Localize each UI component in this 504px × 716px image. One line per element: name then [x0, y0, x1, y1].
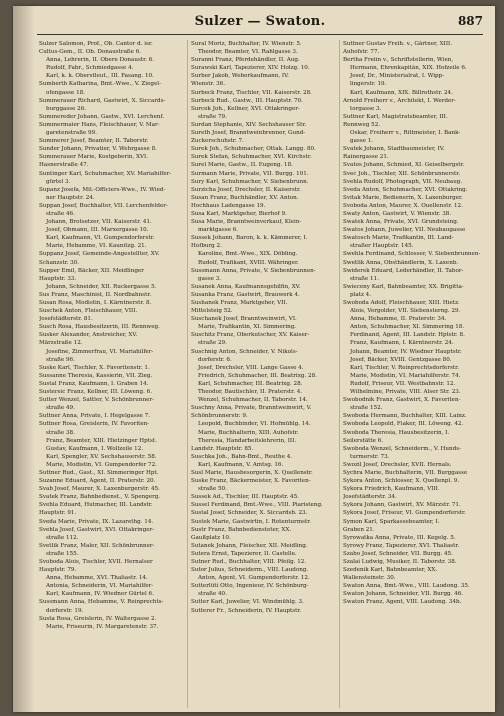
header-rule	[37, 34, 483, 35]
directory-entry: Surbeck Franz, Tischler, VII. Kaiserstr. 28.	[191, 89, 312, 96]
directory-entry: straße 11.	[350, 275, 379, 282]
directory-entry: Szedenik Karl, Bahnbeamter, XX.	[343, 567, 438, 574]
directory-entry: Suschka Joh., Bahn-Bmt., Reuthe 4.	[191, 453, 293, 460]
directory-entry: Susta Rosa, Greislerin, IV. Waltergasse 2.	[39, 615, 157, 622]
directory-entry: Swoboda Adolf, Fleischhauer, XIII. Hietz.	[343, 300, 460, 306]
directory-entry: Sychra Marie, Buchhalterin, VII. Burggasse	[343, 469, 468, 476]
directory-entry: Suttner Rud., Gast., XI. Simmeringer Hpt.	[39, 469, 159, 476]
directory-entry: Alois, Vergolder, VII. Siebensterng. 29.	[350, 308, 461, 315]
directory-entry: Syrowy Franz, Tapezierer, XVI. Thaliastr.	[343, 542, 460, 549]
directory-entry: Sustal Franz, Kaufmann, I. Graben 14.	[39, 380, 149, 387]
directory-entry: Hasnerstraße 47.	[39, 162, 89, 169]
directory-entry: Karl, Kaufmann, VI. Gumpendorferstr.	[46, 235, 155, 242]
directory-entry: Swatek Anna, Private, XVI. Grundsteing.	[343, 219, 459, 226]
directory-entry: Suranni Franz, Pferdehändler, II. Aug.	[191, 57, 300, 64]
directory-entry: Sutner Rud., Buchhalter, VIII. Pfeilg. 12.	[191, 559, 307, 565]
directory-entry: Josef, Obmann, III. Marxergasse 10.	[46, 227, 149, 234]
directory-entry: Susanek Anna, Kaufmannsgehilfin, XV.	[191, 283, 301, 290]
directory-entry: Svehla Eduard, Hutmacher, III. Landstr.	[39, 502, 153, 509]
directory-entry: straße 112.	[46, 534, 79, 541]
directory-entry: Svehla Josef, Gastwirt, XVI. Ottakringer-	[39, 526, 155, 533]
directory-entry: Summermaier Hans, Fleischhauer, V. Mar-	[39, 121, 160, 128]
directory-entry: Susan Franz, Buchhändler, XV. Anton.	[191, 194, 299, 201]
directory-entry: Johann, Beamter, IV. Wiedner Hauptstr.	[350, 348, 462, 355]
directory-entry: Sykora Josef, Friseur, VI. Gumpendorferstr.	[343, 510, 466, 517]
directory-entry: Swaty Anton, Gastwirt, V. Wienstr. 38.	[343, 210, 452, 217]
directory-entry: ofengasse 18.	[46, 89, 85, 96]
column-left	[39, 40, 183, 708]
directory-entry: Sural Moriz, Buchhalter, IV. Wienstr. 5.	[191, 41, 302, 47]
directory-entry: Sulzer Salomon, Prof., Ob. Cantor d. isr.	[39, 41, 153, 47]
directory-entry: Surdan Stephanie, XIV. Sechshauser Str.	[191, 121, 307, 128]
directory-entry: Hofburg 2.	[191, 243, 222, 250]
directory-entry: Anna, Hebamme, XVI. Thaliastr. 14.	[46, 575, 148, 582]
directory-entry: Suschanek Josef, Branntweinwirt, VI.	[191, 316, 297, 323]
directory-entry: Sustr Franz, Bahnbediensteter, XX.	[191, 526, 292, 533]
directory-entry: Sussanne Theresia, Kassierin, VII. Zieg.	[39, 372, 153, 379]
directory-entry: Karl, Kaufmann, XIX. Billrothstr. 24.	[350, 89, 453, 96]
directory-entry: straßer Hauptstr. 145.	[350, 243, 414, 250]
directory-entry: Zuckerschuhstr. 7.	[191, 138, 244, 145]
directory-entry: Ferdinand, Agent, III. Landstr. Hptstr. 8.	[350, 332, 465, 339]
directory-entry: Gaußplatz 10.	[191, 534, 231, 541]
directory-entry: Suschny Anna, Private, Branntweinwirt, V.	[191, 405, 312, 412]
directory-entry: Sumberth Katharina, Bmt.-Wwe., V. Ziegel-	[39, 81, 161, 88]
directory-entry: Sustersic Franz, Kellner, III. Löweng. 6.	[39, 389, 152, 396]
directory-entry: Franz, Kaufmann, I. Kärntnerstr. 24.	[350, 340, 454, 347]
directory-entry: Auhofstr. 77.	[343, 49, 380, 56]
directory-entry: Surcek Joh., Kellner, XVI. Ottakringer-	[191, 105, 300, 112]
directory-entry: Karl, Schuhmacher, III. Beatrixg. 28.	[198, 380, 303, 387]
directory-entry: Sussmann Anna, Private, V. Siebenbrunnen-	[191, 267, 316, 274]
directory-entry: Suske Karl, Tischler, X. Favoritenstr. 1.	[39, 364, 150, 371]
directory-entry: Swetlik Anna, Obsthändlerin, X. Laxenb.	[343, 259, 459, 266]
directory-entry: Summerauer Richard, Gastwirt, X. Siccards-	[39, 97, 166, 104]
directory-entry: Karl, Kaufmann, IV. Wiedner Gürtel 6.	[46, 591, 154, 598]
directory-entry: Suppanz Josef, Gemeinde-Angestellter, XV.	[39, 251, 160, 258]
directory-entry: Sutor Julius, Schneiderm., VIII. Laudong.	[191, 567, 309, 574]
directory-entry: Suttner Karl, Magistratsbeamter, III.	[343, 113, 448, 120]
directory-entry: Suttner Gustav Freih. v., Gärtner, XIII.	[343, 41, 453, 47]
directory-entry: Theresia, Handarbeitslehrerin, III.	[198, 437, 297, 444]
directory-entry: Wienstr. 36.	[191, 81, 225, 88]
directory-entry: Graben 21.	[343, 526, 375, 533]
directory-entry: straße 29.	[198, 340, 227, 347]
directory-entry: Susker Alexander, Anstreicher, XV.	[39, 332, 138, 339]
directory-entry: Sustal Josef, Schneider, X. Siccardsb. 23.	[191, 510, 308, 517]
directory-entry: Sussel Ferdinand, Bmt.-Wwe., VIII. Piaristeng.	[191, 502, 323, 509]
directory-entry: Anton, Agent, VI. Gumpendorferstr. 12.	[198, 575, 310, 582]
directory-entry: Suttner Anna, Private, I. Hegelgasse 7.	[39, 413, 150, 420]
directory-entry: Svitak Marie, Bedienerin, X. Laxenburger.	[343, 194, 463, 201]
directory-entry: platz 4.	[350, 291, 372, 298]
directory-entry: Szalai Ludwig, Musiker, II. Taborstr. 38.	[343, 559, 457, 565]
directory-entry: Sureth Josef, Branntweinbrenner, Gund-	[191, 130, 306, 137]
directory-entry: garetenstraße 99.	[46, 130, 97, 137]
directory-entry: Sus Franz, Maschinist, II. Nordbahnstr.	[39, 291, 152, 298]
directory-entry: Svab Josef, Maurer, X. Laxenburgerstr. 45.	[39, 486, 160, 493]
page-header	[37, 14, 483, 34]
directory-entry: gasse 1.	[350, 138, 374, 145]
directory-entry: Marie, Buchhalterin, XIII. Auhofstr.	[198, 429, 299, 436]
directory-entry: Sveda Marie, Private, IX. Lazarethg. 14.	[39, 518, 154, 525]
directory-entry: Hermann, Ehrenkapitän, XIX. Hofzeile 6.	[350, 65, 467, 72]
directory-entry: Sutterer Fr., Schneiderin, IV. Hauptstr.	[191, 607, 302, 614]
directory-entry: Rudolf, Fabr., Schmiedgasse 4.	[46, 65, 134, 72]
directory-entry: Surber Jakob, Weberkaufmann, IV.	[191, 73, 289, 80]
directory-entry: Suttner Rosa, Greislerin, IV. Favoriten-	[39, 421, 150, 428]
directory-entry: Summerauer Marie, Kostgeberin, XVI.	[39, 154, 149, 161]
directory-entry: Surawski Karl, Tapezierer, XIV. Holzg. 10.	[191, 65, 310, 72]
directory-entry: Suppan Josef, Buchhalter, VII. Lerchenfelder-	[39, 202, 168, 209]
directory-entry: Schönbrunnerstr. 9.	[191, 413, 248, 420]
directory-entry: Josef, Bäcker, XVIII. Gentzgasse 80.	[350, 356, 452, 363]
directory-entry: Marie, Friseurin, IV. Margaretenstr. 37.	[46, 623, 159, 630]
directory-entry: Surbeck Rud., Gastw., III. Hauptstr. 70.	[191, 97, 303, 104]
directory-entry: turmerstr. 73.	[350, 453, 390, 460]
directory-entry: Swoboda Hermann, Buchhalter, XIII. Lainz.	[343, 413, 467, 420]
directory-entry: Marie, Hebamme, VI. Kaunitzg. 21.	[46, 243, 147, 250]
directory-entry: Sustek Marie, Gastwirtin, I. Rotenturmstr.	[191, 518, 312, 525]
directory-entry: Hochhaus Ladengasse 19.	[191, 202, 266, 209]
directory-entry: dorferstr. 6.	[198, 356, 232, 363]
directory-entry: Suske Franz, Bäckermeister, X. Favoriten-	[191, 478, 311, 485]
directory-entry: Sussek Ad., Tischler, III. Hauptstr. 45.	[191, 494, 299, 501]
directory-entry: gürtel 3.	[46, 178, 71, 185]
directory-entry: Swoboda Theresia, Hausbesitzerin, I.	[343, 429, 450, 436]
directory-entry: Schanzstr. 30.	[39, 259, 80, 266]
directory-entry: Josefstädterstr. 81.	[39, 316, 93, 323]
directory-entry: straße 50.	[198, 486, 227, 493]
directory-entry: Gustav, Kaufmann, I. Wollzeile 12.	[46, 445, 144, 452]
directory-entry: Friedrich, Schuhmacher, III. Beatrixg. 28.	[198, 372, 317, 379]
directory-entry: Surek Stefan, Schuhmacher, XVI. Kirchstr.	[191, 154, 312, 161]
directory-entry: Wallensteinstr. 30.	[343, 575, 396, 582]
directory-entry: Svatek Franz, Bahnbedienst., V. Spengerg.	[39, 494, 161, 501]
directory-entry: Sutterlüti Otto, Ingenieur, IV. Schönburg-	[191, 583, 309, 590]
directory-entry: Mittelsteig 52.	[191, 308, 233, 315]
directory-entry: ner Hauptstr. 24.	[46, 194, 95, 201]
directory-entry: burggasse 26.	[46, 105, 87, 112]
column-middle	[187, 40, 335, 708]
directory-entry: Seilerstätte 6.	[343, 437, 384, 444]
directory-entry: Josef, Drechsler, VIII. Lange Gasse 4.	[198, 364, 304, 371]
directory-entry: Antonia, Schneiderin, VI. Mariahilfer-	[46, 583, 154, 590]
directory-entry: Supanz Josefa, Mil.-Officiers-Wwe., IV. Wied-	[39, 186, 166, 193]
directory-entry: Swobodnik Franz, Gastwirt, X. Favoriten-	[343, 397, 461, 404]
directory-entry: Karoline, Bmt.-Wwe., XIX. Döbling.	[198, 251, 298, 258]
column-right	[339, 40, 487, 708]
directory-entry: Karl, Kaufmann, V. Amtsg. 16.	[198, 461, 284, 468]
directory-entry: Wenzel, Schuhmacher, II. Taborstr. 14.	[198, 397, 308, 404]
directory-entry: Svetlik Franz, Maler, XII. Schönbrunner-	[39, 542, 155, 549]
directory-entry: Szabo Josef, Schneider, VII. Burgg. 45.	[343, 550, 453, 557]
directory-entry: Rudolf, Trafikant, XVIII. Währinger.	[198, 259, 299, 266]
directory-entry: Anna, Hebamme, II. Praterstr. 34.	[350, 316, 447, 323]
directory-entry: Rainergasse 21.	[343, 154, 389, 161]
directory-entry: Johann, Brotsetzer, VII. Kaiserstr. 41.	[46, 219, 152, 226]
directory-entry: Suzanne Eduard, Agent, II. Praterstr. 20.	[39, 478, 156, 485]
directory-entry: Svoboda Alois, Tischler, XVII. Hernalser	[39, 559, 153, 565]
directory-entry: Summerer Josef, Beamter, II. Taborstr.	[39, 138, 149, 145]
directory-entry: lingerstr. 19.	[350, 81, 387, 88]
directory-entry: Johann, Schneider, XII. Ruckergasse 5.	[46, 283, 157, 290]
directory-entry: Sussek Johann, Baron, k. k. Kämmerer, I.	[191, 235, 308, 242]
directory-entry: Rennweg 52.	[343, 121, 381, 128]
running-head: Sulzer — Swaton.	[194, 14, 326, 29]
directory-entry: Suntinger Karl, Schuhmacher, XV. Mariahilfer-	[39, 170, 172, 177]
directory-entry: straße 79.	[198, 113, 227, 120]
directory-entry: Landstr. Hauptstr. 85.	[191, 445, 254, 452]
directory-entry: Swaton Anna, Bmt.-Wwe., VIII. Laudong. 35.	[343, 583, 470, 590]
directory-entry: Sykora Johann, Gastwirt, XV. Märzstr. 71.	[343, 502, 461, 509]
directory-entry: Karl, k. k. Oberstleut., III. Fasang. 10.	[46, 73, 154, 80]
directory-entry: Swoboda Wenzel, Schneiderm., V. Hunds-	[343, 445, 461, 452]
directory-entry: Wilhelmine, Private, VIII. Alser Str. 23.	[350, 389, 461, 396]
directory-entry: Anton, Schuhmacher, XI. Simmering 18.	[350, 324, 465, 331]
directory-entry: Theodor, Beamter, VI. Rahlgasse 3.	[198, 49, 298, 56]
directory-page	[13, 6, 495, 712]
directory-entry: Susa Marie, Branntweinverkauf, Klein-	[191, 219, 302, 226]
directory-entry: Rudolf, Friseur, VII. Westbahnstr. 12.	[350, 380, 456, 387]
directory-entry: marktgasse 6.	[198, 227, 239, 234]
directory-entry: Swehla Ferdinand, Schlosser, V. Siebenbrunnen-	[343, 251, 481, 258]
directory-entry: Susan Rosa, Modistin, I. Kärntnerstr. 8.	[39, 300, 152, 306]
directory-entry: Syrowatka Anna, Private, III. Kegelg. 5.	[343, 534, 456, 541]
page-binding-shadow	[13, 6, 35, 712]
directory-entry: Sutera Ernst, Tapezierer, II. Castelle.	[191, 550, 297, 557]
directory-entry: Swatosch Marie, Trafikantin, III. Land-	[343, 235, 454, 242]
directory-entry: Oskar, Freiherr v., Rittmeister, I. Bank-	[350, 130, 461, 137]
directory-entry: Josefstädterstr. 34.	[343, 494, 397, 501]
directory-entry: straße 38.	[46, 429, 75, 436]
directory-entry: gasse 3.	[198, 275, 222, 282]
directory-entry: straße 40.	[198, 591, 227, 598]
directory-entry: Swiderek Eduard, Lederhändler, II. Tabor-	[343, 267, 464, 274]
directory-entry: Suschitz Franz, Oberkutscher, XV. Kaiser-	[191, 332, 310, 339]
directory-entry: Josef, Dr., Ministerialrat, I. Wipp-	[350, 73, 445, 80]
directory-entry: Summereder Johann, Gastw., XVI. Lerchenf.	[39, 113, 165, 120]
directory-entry: Swaton Franz, Agent, VIII. Laudong. 34b.	[343, 599, 462, 606]
directory-entry: Swoboda Leopold, Fiaker, III. Löweng. 42.	[343, 421, 464, 428]
directory-entry: Susl Marie, Hausbesorgerin, X. Quellenstr.	[191, 469, 313, 476]
directory-entry: Sunder Johann, Privatier, V. Wehrgasse 8.	[39, 146, 157, 153]
directory-entry: straße 49.	[46, 405, 75, 412]
directory-entry: Theodor, Bautischler, II. Praterstr. 4.	[198, 389, 303, 396]
directory-entry: Swatos Johann, Juwelier, VII. Neubaugasse	[343, 227, 466, 234]
directory-entry: Sykora Friedrich, Kaufmann, VIII.	[343, 486, 440, 493]
directory-entry: straße 152.	[350, 405, 383, 412]
directory-entry: Sushanek Franz, Marktgeher, VII.	[191, 300, 288, 306]
page-number: 887	[457, 14, 483, 28]
directory-entry: Svatos Johann, Schmied, XI. Geiselbergstr.	[343, 162, 465, 169]
directory-entry: Josefine, Zimmerfrau, VI. Mariahilfer-	[46, 348, 154, 355]
directory-entry: Bertha Freiin v., Schriftstellerin, Wien,	[343, 57, 454, 64]
directory-entry: Sykora Anton, Schlosser, X. Quellenpl. 9.	[343, 478, 460, 485]
directory-entry: Franz, Beamter, XIII. Hietzinger Hptst.	[46, 437, 157, 444]
directory-entry: torgasse 3.	[350, 105, 382, 112]
directory-entry: Surmann Marie, Private, VII. Burgg. 101.	[191, 170, 309, 177]
directory-entry: Leopold, Buchbinder, VI. Hofmühlg. 14.	[198, 421, 311, 428]
directory-entry: straße 96.	[46, 356, 75, 363]
directory-entry: Symon Karl, Sparkassebeamter, I.	[343, 518, 440, 525]
directory-entry: Suschnig Anton, Schneider, V. Nikols-	[191, 348, 298, 355]
directory-entry: Surzicha Josef, Drechsler, II. Kaiserstr.	[191, 186, 301, 193]
directory-entry: Sveda Anton, Schuhmacher, XVI. Ottakring.	[343, 186, 468, 193]
directory-entry: Svec Joh., Tischler, XII. Schönbrunnerstr.	[343, 170, 461, 177]
directory-entry: Svoboda Anton, Maurer, X. Ouellenstr. 12.	[343, 202, 463, 209]
directory-entry: Sutter Karl, Juwelier, VI. Windmühlg. 3.	[191, 599, 304, 606]
directory-entry: Sussmann Anna, Hebamme, V. Reinprechts-	[39, 599, 164, 606]
directory-entry: dorferstr. 19.	[46, 607, 84, 614]
directory-columns	[39, 40, 487, 708]
directory-entry: Svatek Johann, Stadtbaumeister, IV.	[343, 146, 445, 153]
directory-entry: Susanka Franz, Gastwirt, Brauwerk 4.	[191, 291, 300, 298]
directory-entry: Swieceny Karl, Bahnbeamter, XX. Brigitta-	[343, 283, 464, 290]
directory-entry: straße 155.	[46, 550, 79, 557]
directory-entry: Karl, Tischler, V. Reinprechtsdorferstr.	[350, 364, 459, 371]
directory-entry: Surek Joh., Schuhmacher, Ottak. Langg. 80.	[191, 146, 316, 153]
directory-entry: Swozil Josef, Drechsler, XVII. Hernals.	[343, 461, 452, 468]
directory-entry: Märzstraße 12.	[39, 340, 83, 347]
directory-entry: Hauptstr. 33.	[39, 275, 77, 282]
directory-entry: Sury Karl, Schuhmacher, V. Siebenbrunn.	[191, 178, 309, 185]
directory-entry: Sutanek Johann, Fleischer, XII. Meidling.	[191, 542, 308, 549]
directory-entry: Marie, Modistin, VI. Mariahilferstr. 74.	[350, 372, 461, 379]
directory-entry: Swaton Johann, Schneider, VII. Burgg. 46.	[343, 591, 464, 598]
directory-entry: Suschek Anton, Fleischhauer, VIII.	[39, 308, 138, 315]
directory-entry: Susch Rosa, Hausbesitzerin, III. Rennweg.	[39, 324, 160, 331]
directory-entry: Marie, Trafikantin, XI. Simmering.	[198, 324, 297, 331]
directory-entry: Arnold Freiherr v., Architekt, I. Werder-	[343, 97, 456, 104]
directory-entry: straße 46.	[46, 210, 75, 217]
directory-entry: Cultus-Gem., II. Ob. Donaustraße 6.	[39, 49, 142, 56]
directory-entry: Marie, Modistin, VI. Gumpendorfer 72.	[46, 461, 157, 468]
directory-entry: Surel Marie, Gastw., II. Eugeng. 18.	[191, 162, 293, 169]
directory-entry: Svehla Rudolf, Photograph, VII. Neubaug.	[343, 178, 463, 185]
directory-entry: Hauptstr. 91.	[39, 510, 77, 517]
directory-entry: Anna, Lehrerin, II. Obere Donaustr. 6.	[46, 57, 155, 64]
directory-entry: Hauptstr. 79.	[39, 567, 77, 574]
directory-entry: Karl, Spengler, XV. Sechshauserstr. 58.	[46, 453, 157, 460]
directory-entry: Susa Karl, Marktgeher, Bierhof 9.	[191, 210, 287, 217]
directory-entry: Sutter Wenzel, Sattler, V. Schönbrunner-	[39, 397, 154, 404]
directory-entry: Supper Emil, Bäcker, XII. Meidlinger	[39, 267, 144, 274]
